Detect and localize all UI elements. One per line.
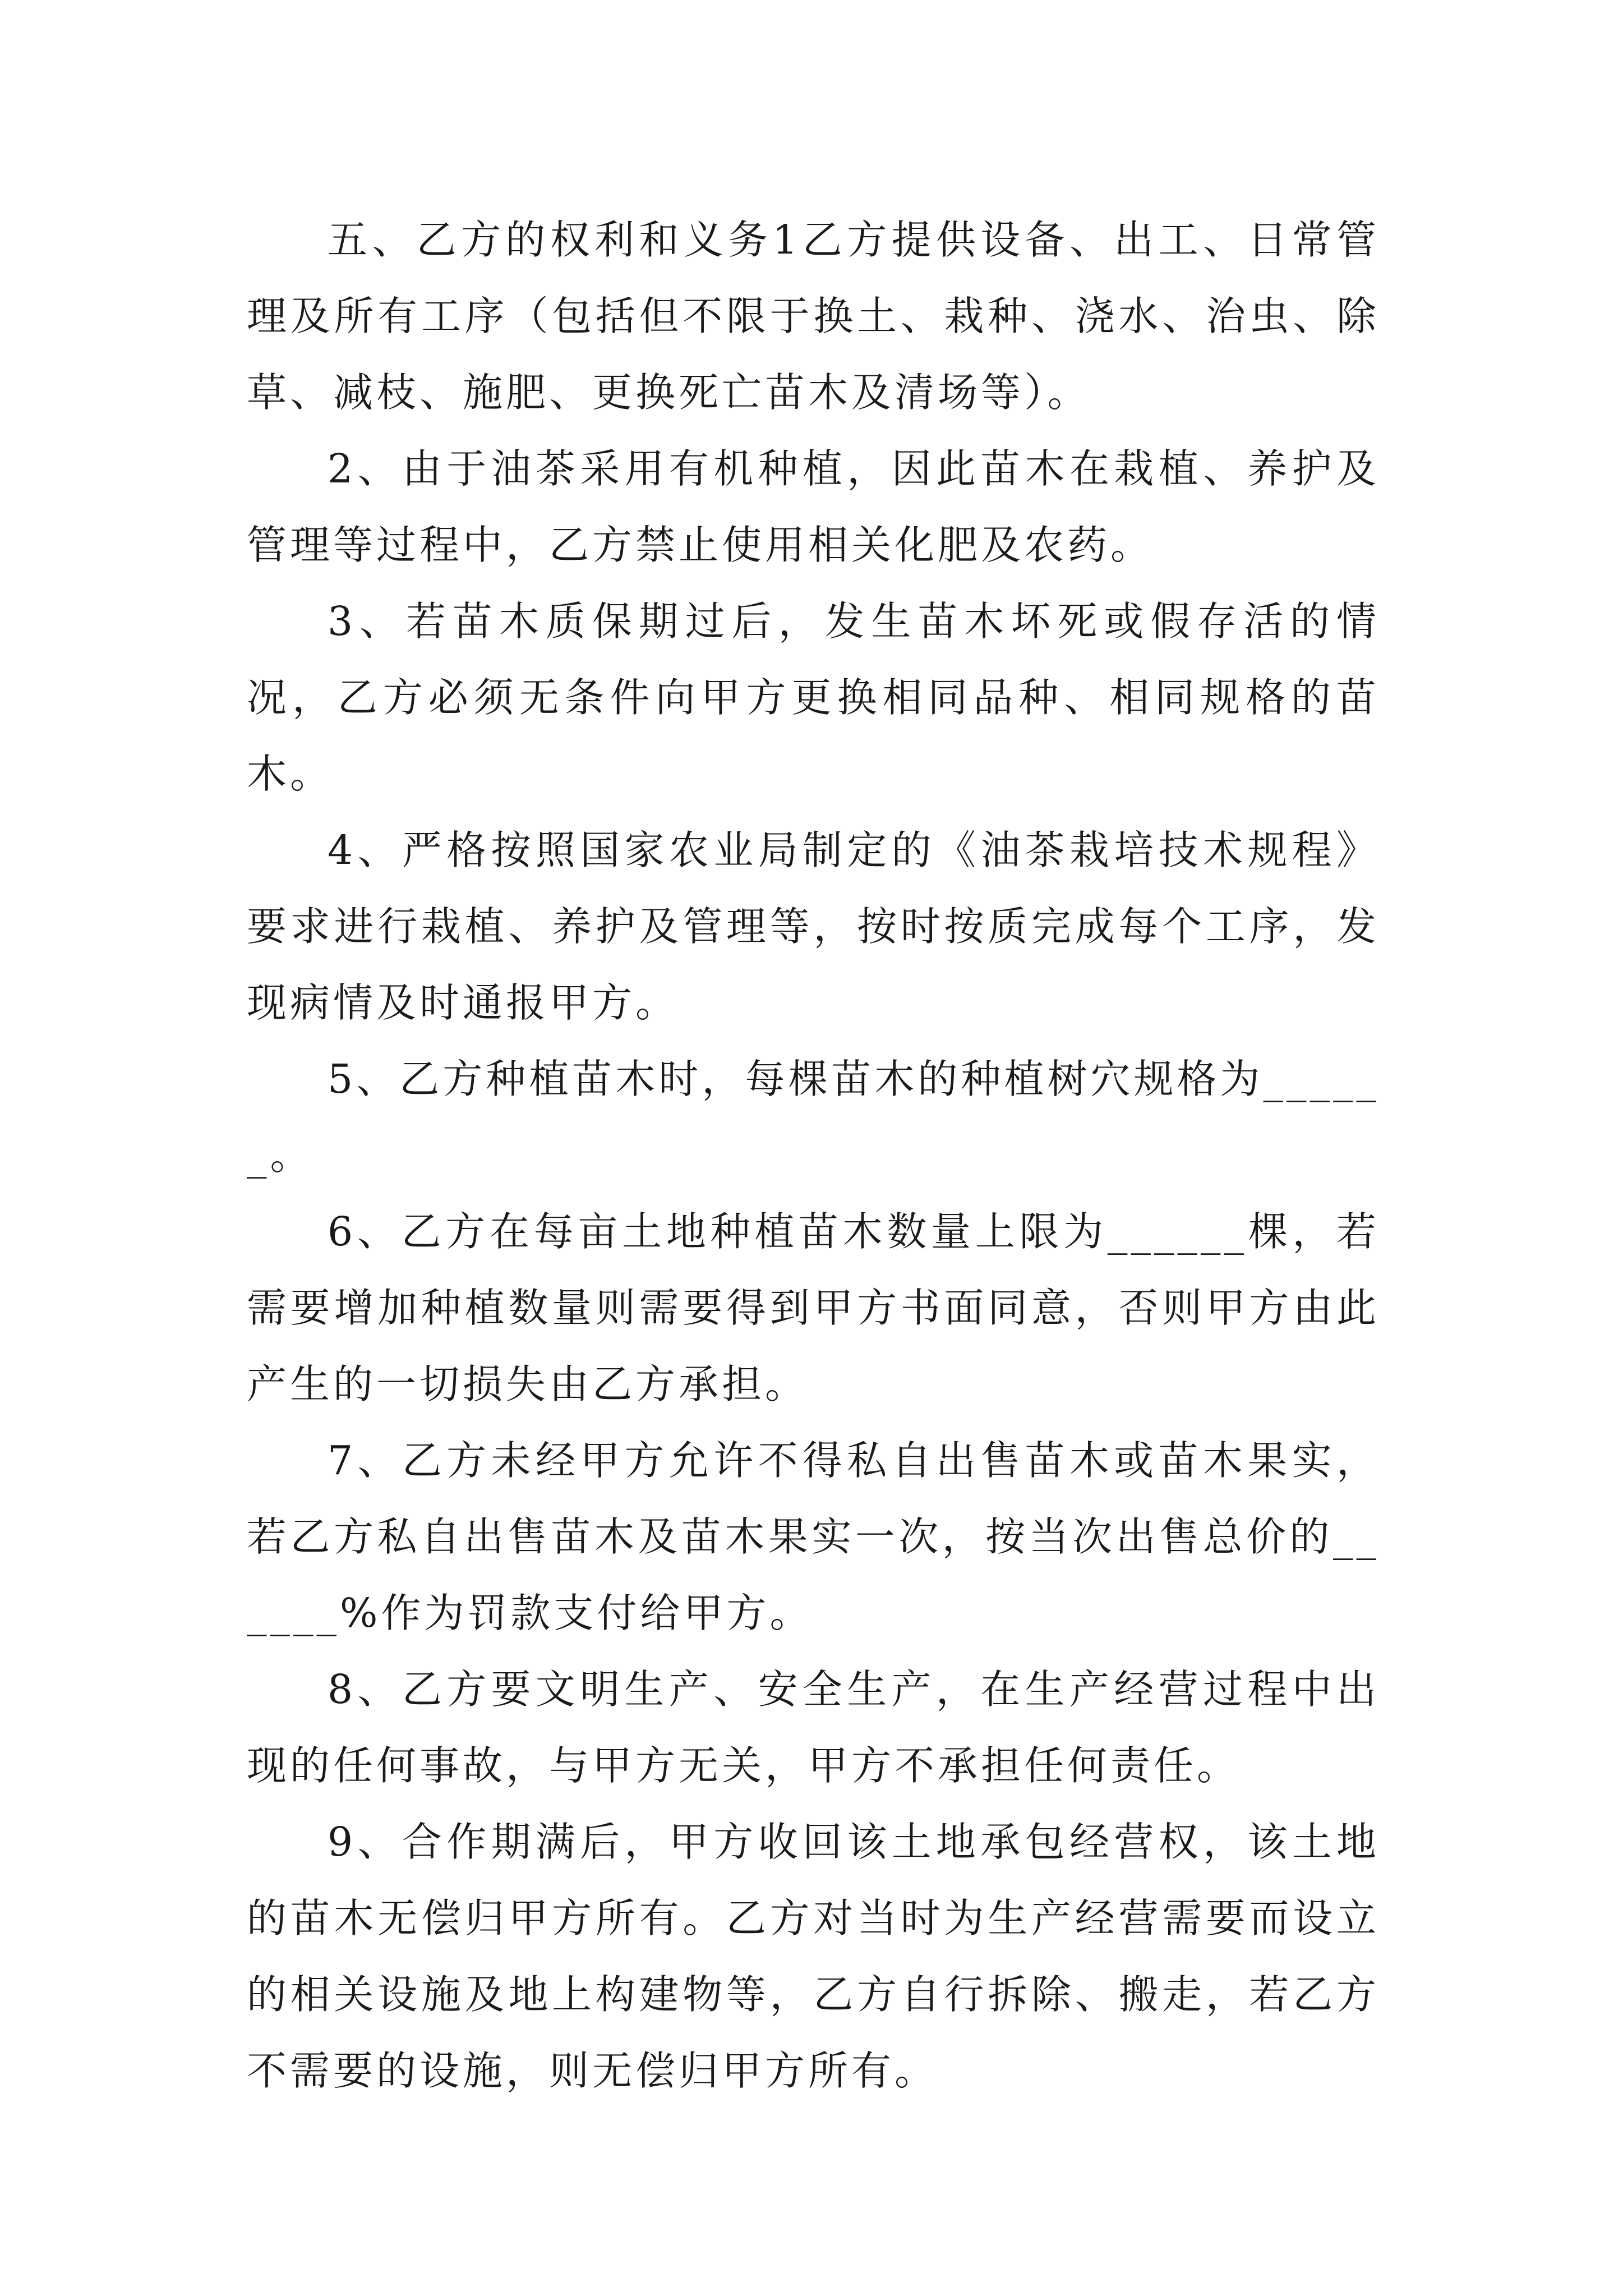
paragraph-cultivation-rules: 4、严格按照国家农业局制定的《油茶栽培技术规程》要求进行栽植、养护及管理等，按时按质完成每个工序，发现病情及时通报甲方。	[247, 827, 1380, 1026]
paragraph-sale-penalty: 7、乙方未经甲方允许不得私自出售苗木或苗木果实，若乙方私自出售苗木及苗木果实一次，按当次出售总价的______%作为罚款支付给甲方。	[247, 1437, 1380, 1636]
document-body	[247, 202, 1380, 2109]
paragraph-planting-hole-spec: 5、乙方种植苗木时，每棵苗木的种植树穴规格为______。	[247, 1056, 1380, 1179]
paragraph-safety: 8、乙方要文明生产、安全生产，在生产经营过程中出现的任何事故，与甲方无关，甲方不承担任何责任。	[247, 1666, 1380, 1789]
paragraph-rights-obligations: 五、乙方的权利和义务1乙方提供设备、出工、日常管理及所有工序（包括但不限于换土、栽种、浇水、治虫、除草、减枝、施肥、更换死亡苗木及清场等）。	[247, 217, 1380, 416]
paragraph-organic-planting: 2、由于油茶采用有机种植，因此苗木在栽植、养护及管理等过程中，乙方禁止使用相关化肥及农药。	[247, 445, 1380, 568]
paragraph-planting-quantity: 6、乙方在每亩土地种植苗木数量上限为______棵，若需要增加种植数量则需要得到甲方书面同意，否则甲方由此产生的一切损失由乙方承担。	[247, 1208, 1380, 1407]
paragraph-warranty-replacement: 3、若苗木质保期过后，发生苗木坏死或假存活的情况，乙方必须无条件向甲方更换相同品种、相同规格的苗木。	[247, 598, 1380, 797]
paragraph-term-expiry: 9、合作期满后，甲方收回该土地承包经营权，该土地的苗木无偿归甲方所有。乙方对当时为生产经营需要而设立的相关设施及地上构建物等，乙方自行拆除、搬走，若乙方不需要的设施，则无偿归甲方所有。	[247, 1819, 1380, 2094]
